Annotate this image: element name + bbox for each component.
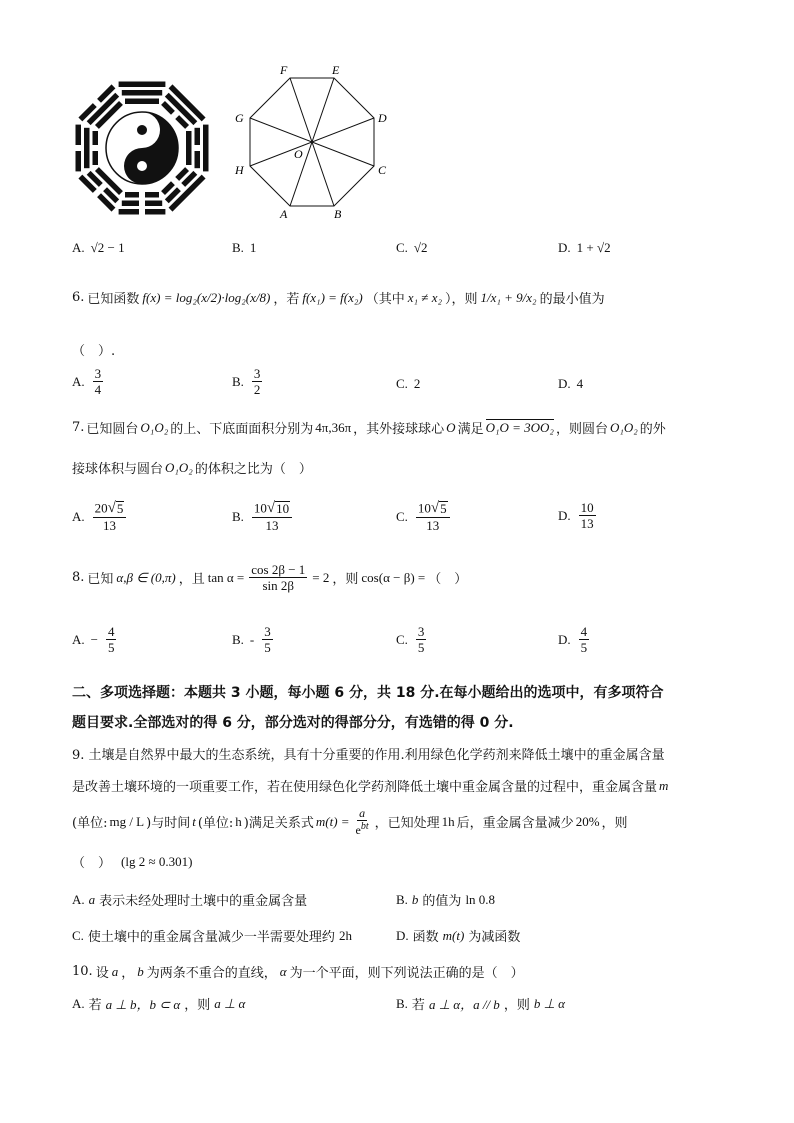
q6-condition: f(x₁) = f(x₂) bbox=[302, 289, 363, 305]
q9-text: (单位: bbox=[72, 816, 108, 831]
q7-stem-line1 bbox=[72, 418, 666, 437]
q7-option-b[interactable]: B. 10 √ 10 13 bbox=[232, 500, 294, 533]
q6-stem bbox=[72, 288, 605, 307]
q6-text: ，若 bbox=[273, 292, 300, 307]
q8-text: ，则 bbox=[332, 572, 359, 587]
option-coefficient: 10 bbox=[417, 500, 431, 516]
q9-unit-h: h bbox=[235, 813, 242, 829]
option-label: A. bbox=[72, 373, 85, 389]
option-numerator: 3 bbox=[94, 366, 102, 381]
q10-text: ， bbox=[121, 966, 135, 981]
trigram-line bbox=[119, 82, 166, 88]
option-coefficient: 20 bbox=[94, 500, 108, 516]
q10-option-b[interactable] bbox=[396, 994, 565, 1013]
option-label: B. bbox=[232, 508, 244, 524]
bagua-figure bbox=[72, 78, 212, 218]
q8-text: ，且 bbox=[178, 572, 205, 587]
q6-function: f(x) = log₂(x/2)·log₂(x/8) bbox=[142, 289, 271, 305]
option-value: √2 bbox=[413, 240, 428, 255]
q6-neq: x₁ ≠ x₂ bbox=[407, 289, 442, 305]
q9-variable-m: m bbox=[659, 777, 669, 793]
option-text: 函数 bbox=[412, 930, 439, 945]
q9-answer-blank: （ ） bbox=[72, 856, 112, 871]
option-label: D. bbox=[396, 927, 409, 943]
trigram-line-broken bbox=[76, 151, 82, 171]
trigram-line-broken bbox=[122, 201, 139, 207]
q7-text: 的上、下底面面积分别为 bbox=[170, 422, 314, 437]
option-label: A. bbox=[72, 508, 85, 524]
q7-text: 已知圆台 bbox=[86, 422, 139, 437]
q9-exponent: bt bbox=[360, 821, 369, 832]
octagon-label-h: H bbox=[235, 163, 244, 177]
q6-number: 6. bbox=[72, 290, 85, 305]
yin-yang-dot-light bbox=[137, 125, 147, 135]
q7-vector-equation: O₁O = 3OO₂ bbox=[485, 420, 554, 435]
q5-option-b[interactable] bbox=[232, 240, 256, 256]
option-denominator: 5 bbox=[417, 640, 425, 655]
q9-text: ，已知处理 bbox=[374, 816, 440, 831]
octagon-label-a: A bbox=[280, 207, 288, 221]
option-condition: a ⊥ α，a // b bbox=[428, 997, 500, 1012]
option-denominator: 13 bbox=[580, 516, 594, 531]
option-label: A. bbox=[72, 891, 85, 907]
q10-plane-alpha: α bbox=[279, 963, 287, 979]
q7-areas: 4π,36π bbox=[315, 419, 352, 435]
q7-text: ，则圆台 bbox=[555, 422, 608, 437]
q9-text: ，则 bbox=[601, 816, 628, 831]
q9-one-hour: 1h bbox=[441, 813, 455, 829]
option-label: A. bbox=[72, 995, 85, 1011]
option-label: A. bbox=[72, 631, 85, 647]
q7-text: 接球体积与圆台 bbox=[72, 462, 164, 477]
q8-text: （ ） bbox=[428, 572, 468, 587]
option-conclusion: b ⊥ α bbox=[533, 995, 565, 1011]
yin-yang-dot-dark bbox=[137, 161, 147, 171]
option-text: 若 bbox=[88, 998, 102, 1013]
q7-stem-line2 bbox=[72, 458, 312, 477]
trigram-line-broken bbox=[145, 192, 159, 198]
q10-stem bbox=[72, 962, 524, 981]
option-value: √2 − 1 bbox=[90, 240, 125, 255]
octagon-label-f: F bbox=[280, 63, 288, 77]
q7-option-c[interactable]: C. 10 √ 5 13 bbox=[396, 500, 452, 533]
option-numerator: 4 bbox=[107, 624, 115, 639]
option-text: 若 bbox=[411, 998, 425, 1013]
q6-option-b[interactable] bbox=[232, 366, 264, 397]
q9-variable-t: t bbox=[192, 813, 196, 829]
trigram-line-broken bbox=[125, 192, 139, 198]
trigram-line-broken bbox=[76, 125, 82, 145]
option-label: C. bbox=[72, 927, 84, 943]
q9-stem-line1: 9. 土壤是自然界中最大的生态系统，具有十分重要的作用.利用绿色化学药剂来降低土壤中的重金属含量 bbox=[72, 748, 665, 763]
option-symbol: m(t) bbox=[442, 927, 465, 943]
option-text: ，则 bbox=[503, 998, 530, 1013]
trigram-line-broken bbox=[93, 151, 99, 165]
trigram bbox=[119, 82, 166, 105]
q9-option-b[interactable] bbox=[396, 890, 495, 909]
q9-option-d[interactable] bbox=[396, 926, 520, 945]
option-numerator: 10 bbox=[580, 500, 594, 515]
q8-condition: α,β ∈ (0,π) bbox=[116, 569, 176, 585]
option-denominator: 13 bbox=[426, 518, 440, 534]
option-radicand: 5 bbox=[116, 501, 124, 516]
option-label: D. bbox=[558, 240, 571, 255]
q10-option-a[interactable] bbox=[72, 994, 245, 1013]
option-numerator: 3 bbox=[264, 624, 271, 639]
q5-option-c[interactable] bbox=[396, 240, 428, 256]
option-symbol: a bbox=[88, 891, 96, 907]
q6-text: 的最小值为 bbox=[539, 292, 605, 307]
option-value: 2 bbox=[413, 376, 421, 391]
q7-frustum: O₁O₂ bbox=[140, 419, 169, 435]
option-value: ln 0.8 bbox=[465, 891, 496, 907]
option-denominator: 5 bbox=[580, 640, 588, 655]
option-label: B. bbox=[396, 891, 408, 907]
option-denominator: 13 bbox=[103, 518, 116, 534]
q7-center: O bbox=[446, 419, 456, 435]
q8-equals: = 2 bbox=[312, 569, 330, 585]
option-radicand: 10 bbox=[276, 501, 290, 516]
q7-text: 满足 bbox=[457, 422, 484, 437]
q9-text: 后，重金属含量减少 bbox=[456, 816, 574, 831]
trigram-line bbox=[125, 99, 159, 105]
trigram-line bbox=[186, 131, 192, 165]
q6-text: 已知函数 bbox=[87, 292, 140, 307]
q9-hint: (lg 2 ≈ 0.301) bbox=[121, 853, 193, 869]
q8-option-b[interactable] bbox=[232, 624, 275, 655]
q7-option-d[interactable] bbox=[558, 500, 598, 531]
q7-frustum: O₁O₂ bbox=[165, 459, 193, 475]
q8-tan: tan α = bbox=[207, 569, 245, 585]
trigram-line-broken bbox=[195, 128, 201, 145]
q7-number: 7. bbox=[72, 420, 85, 435]
trigram bbox=[76, 125, 99, 172]
q10-number: 10. bbox=[72, 964, 93, 979]
q9-option-c[interactable] bbox=[72, 926, 352, 945]
q8-option-c[interactable] bbox=[396, 624, 428, 655]
q6-expression: 1/x₁ + 9/x₂ bbox=[480, 289, 537, 305]
option-label: B. bbox=[232, 373, 244, 389]
q7-text: 的体积之比为（ ） bbox=[194, 462, 312, 477]
q6-text: ），则 bbox=[444, 292, 478, 307]
trigram-line bbox=[84, 128, 90, 168]
option-denominator: 13 bbox=[265, 518, 279, 534]
q10-text: 为一个平面，则下列说法正确的是（ ） bbox=[289, 966, 524, 981]
option-text: ，则 bbox=[184, 998, 211, 1013]
q6-option-c[interactable] bbox=[396, 376, 420, 392]
option-label: B. bbox=[232, 240, 244, 255]
option-label: C. bbox=[396, 631, 408, 647]
q5-option-a[interactable] bbox=[72, 240, 125, 256]
option-numerator: 4 bbox=[580, 624, 588, 639]
q10-text: 为两条不重合的直线， bbox=[146, 966, 277, 981]
q9-fraction-denominator: e bbox=[355, 823, 361, 837]
q9-text: 是改善土壤环境的一项重要工作，若在使用绿色化学药剂降低土壤中重金属含量的过程中，重金属含量 bbox=[72, 780, 658, 795]
trigram-line bbox=[122, 90, 162, 96]
option-denominator: 5 bbox=[264, 640, 271, 655]
q6-option-d[interactable] bbox=[558, 376, 583, 392]
option-label: D. bbox=[558, 631, 571, 647]
octagon-label-c: C bbox=[378, 163, 387, 177]
trigram-line bbox=[203, 125, 209, 172]
option-value: 1 + √2 bbox=[576, 240, 611, 255]
q8-text: 已知 bbox=[87, 572, 114, 587]
option-sign: − bbox=[90, 631, 98, 647]
option-label: B. bbox=[396, 995, 408, 1011]
option-text: 的值为 bbox=[422, 894, 462, 909]
q5-option-d[interactable] bbox=[558, 240, 611, 256]
option-conclusion: a ⊥ α bbox=[214, 995, 246, 1011]
option-condition: a ⊥ b，b ⊂ α bbox=[105, 997, 181, 1012]
option-value: 1 bbox=[249, 240, 257, 255]
q8-option-d[interactable] bbox=[558, 624, 591, 655]
option-radicand: 5 bbox=[440, 501, 447, 516]
option-value: 4 bbox=[576, 376, 584, 391]
option-label: D. bbox=[558, 376, 571, 391]
octagon-label-o: O bbox=[294, 147, 303, 161]
q9-stem-line3 bbox=[72, 806, 628, 837]
octagon-label-d: D bbox=[378, 111, 387, 125]
option-text: 表示未经处理时土壤中的重金属含量 bbox=[99, 894, 308, 909]
trigram-line-broken bbox=[145, 201, 162, 207]
q10-line-a: a bbox=[111, 963, 119, 979]
q7-text: ，其外接球球心 bbox=[353, 422, 445, 437]
q10-line-b: b bbox=[137, 963, 144, 979]
option-text: 使土壤中的重金属含量减少一半需要处理约 bbox=[87, 930, 335, 945]
q9-text: )与时间 bbox=[146, 816, 191, 831]
q6-option-a[interactable] bbox=[72, 366, 105, 397]
trigram-line-broken bbox=[119, 209, 139, 215]
option-denominator: 4 bbox=[94, 382, 102, 397]
q10-text: 设 bbox=[95, 966, 109, 981]
q6-answer-blank: （ ）. bbox=[72, 344, 116, 359]
q9-text: (单位: bbox=[197, 816, 234, 831]
q9-stem-line2 bbox=[72, 776, 668, 795]
q9-function: m(t) = bbox=[315, 813, 350, 829]
q8-fraction-numerator: cos 2β − 1 bbox=[251, 562, 306, 577]
q9-option-a[interactable] bbox=[72, 890, 307, 909]
option-numerator: 3 bbox=[253, 366, 261, 381]
option-value: 2h bbox=[338, 927, 352, 943]
q6-text: （其中 bbox=[365, 292, 405, 307]
option-symbol: b bbox=[411, 891, 419, 907]
q8-stem bbox=[72, 562, 467, 593]
trigram-line-broken bbox=[93, 131, 99, 145]
octagon-label-e: E bbox=[332, 63, 340, 77]
q9-percent: 20% bbox=[575, 813, 600, 829]
trigram bbox=[119, 192, 166, 215]
section2-heading-line1: 二、多项选择题：本题共 3 小题，每小题 6 分，共 18 分.在每小题给出的选项中，有多项符合 bbox=[72, 685, 664, 701]
option-label: C. bbox=[396, 376, 408, 391]
q7-option-a[interactable]: A. 20 √ 5 13 bbox=[72, 500, 128, 533]
octagon-figure bbox=[228, 62, 398, 224]
q8-fraction-denominator: sin 2β bbox=[262, 578, 295, 593]
octagon-label-g: G bbox=[235, 111, 244, 125]
q9-stem-line4 bbox=[72, 852, 192, 871]
q8-target: cos(α − β) = bbox=[361, 569, 426, 585]
q8-number: 8. bbox=[72, 570, 85, 585]
q8-option-a[interactable] bbox=[72, 624, 118, 655]
q7-text: 的外 bbox=[639, 422, 666, 437]
option-numerator: 3 bbox=[417, 624, 425, 639]
q9-fraction-numerator: a bbox=[359, 806, 366, 820]
option-label: C. bbox=[396, 240, 408, 255]
section2-heading-line2: 题目要求.全部选对的得 6 分，部分选对的得部分分，有选错的得 0 分. bbox=[72, 715, 514, 731]
option-sign: - bbox=[249, 631, 255, 647]
q9-unit-mgl: mg / L bbox=[109, 813, 145, 829]
option-denominator: 2 bbox=[253, 382, 261, 397]
option-label: B. bbox=[232, 631, 244, 647]
trigram bbox=[186, 125, 209, 172]
trigram-line-broken bbox=[145, 209, 165, 215]
option-label: C. bbox=[396, 508, 408, 524]
octagon-label-b: B bbox=[334, 207, 342, 221]
option-coefficient: 10 bbox=[253, 500, 267, 516]
option-label: D. bbox=[558, 507, 571, 523]
option-label: A. bbox=[72, 240, 85, 255]
q9-text: )满足关系式 bbox=[243, 816, 314, 831]
option-denominator: 5 bbox=[107, 640, 115, 655]
q7-frustum: O₁O₂ bbox=[609, 419, 638, 435]
trigram-line-broken bbox=[195, 151, 201, 168]
option-text: 为减函数 bbox=[468, 930, 521, 945]
